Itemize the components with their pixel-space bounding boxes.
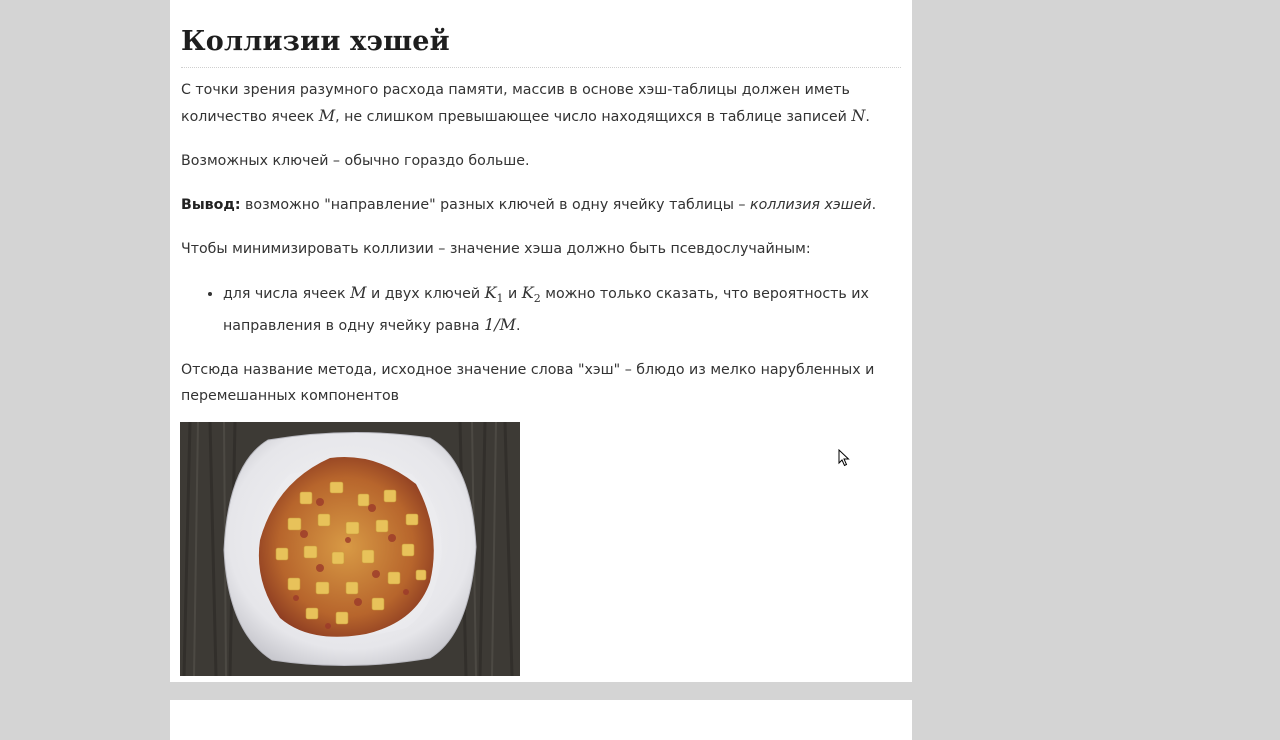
paragraph-keys: Возможных ключей – обычно гораздо больше. (181, 153, 530, 169)
text-run: . (871, 197, 877, 213)
paragraph-etymology: Отсюда название метода, исходное значение слова "хэш" – блюдо из мелко нарубленных и перемешанных компонентов (181, 362, 875, 405)
math-sub: 2 (533, 292, 541, 306)
next-slide-card (170, 700, 912, 740)
conclusion-label: Вывод: (181, 197, 241, 213)
slide-content (181, 0, 901, 409)
term-hash-collision: коллизия хэшей (750, 197, 872, 213)
text-run: и двух ключей (366, 286, 485, 302)
math-sub: 1 (496, 292, 504, 306)
math-m: M (318, 106, 336, 125)
math-k: K (521, 283, 534, 302)
math-n: N (851, 106, 866, 125)
page-title: Коллизии хэшей (181, 0, 901, 68)
paragraph-memory (181, 77, 901, 130)
paragraph-minimize: Чтобы минимизировать коллизии – значение хэша должно быть псевдослучайным: (181, 241, 811, 257)
text-run: . (865, 109, 870, 125)
bullet-list (181, 280, 901, 339)
text-run: . (516, 318, 521, 335)
text-run: возможно "направление" разных ключей в одну ячейку таблицы – (240, 197, 751, 213)
mouse-cursor-icon (838, 449, 850, 467)
text-run: С точки зрения разумного расхода памяти, массив в основе хэш-таблицы должен иметь количество ячеек (181, 82, 850, 125)
slide-card (170, 0, 912, 682)
math-k1 (484, 283, 504, 306)
hash-dish-image (180, 422, 520, 676)
text-run: можно только сказать, что вероятность их направления в одну ячейку равна (223, 286, 869, 335)
text-run: для числа ячеек (223, 286, 351, 302)
math-k: K (484, 283, 497, 302)
math-fraction: 1/M (484, 315, 517, 335)
math-m: M (350, 283, 367, 302)
math-k2 (521, 283, 541, 306)
paragraph-conclusion (181, 192, 901, 218)
list-item (223, 280, 901, 339)
text-run: , не слишком превышающее число находящихся в таблице записей (335, 109, 852, 125)
text-run: и (503, 286, 522, 302)
